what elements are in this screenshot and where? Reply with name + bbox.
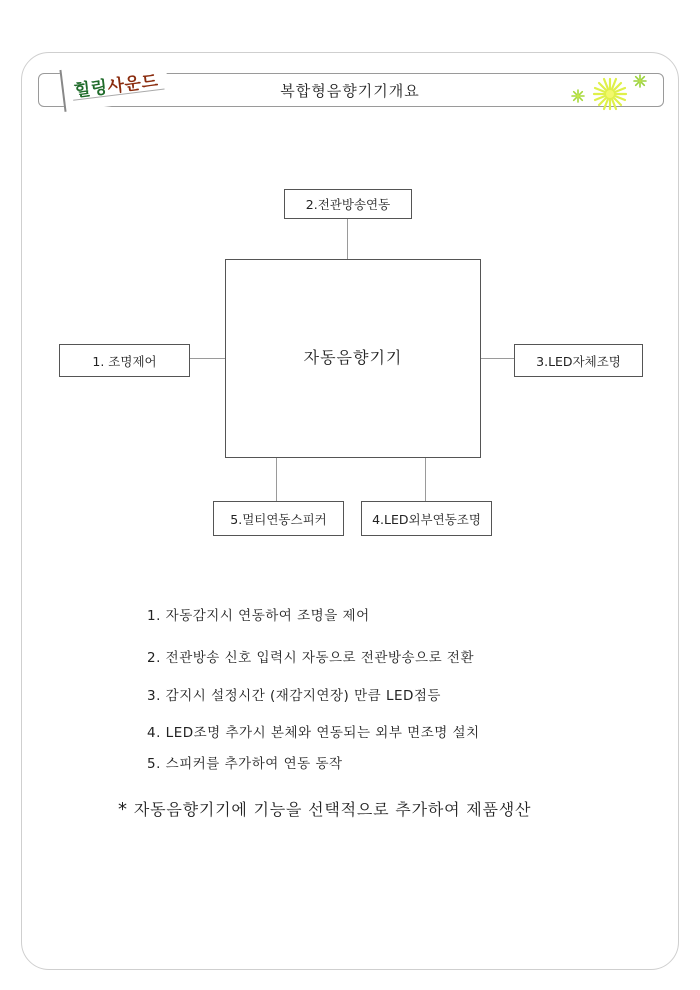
box-led-light: 3.LED자체조명 — [514, 344, 643, 377]
connector-right — [480, 358, 514, 359]
logo-text-part2: 사운드 — [106, 71, 160, 98]
summary-note — [118, 797, 531, 820]
asterisk-icon: * — [118, 799, 128, 820]
summary-note-text: 자동음향기기에 기능을 선택적으로 추가하여 제품생산 — [133, 800, 532, 819]
box-lighting-control: 1. 조명제어 — [59, 344, 190, 377]
list-item: 1. 자동감지시 연동하여 조명을 제어 — [147, 608, 370, 624]
box-multi-speaker: 5.멀티연동스피커 — [213, 501, 344, 536]
connector-top — [347, 218, 348, 259]
connector-bottom-left — [276, 457, 277, 501]
flower-decoration-icon — [564, 72, 654, 112]
list-item: 2. 전관방송 신호 입력시 자동으로 전관방송으로 전환 — [147, 650, 474, 666]
list-item: 5. 스피커를 추가하여 연동 동작 — [147, 756, 343, 772]
logo-text-part1: 힐링 — [72, 77, 109, 102]
document-title: 복합형음향기기개요 — [280, 82, 420, 100]
box-broadcast-link: 2.전관방송연동 — [284, 189, 412, 219]
connector-bottom-right — [425, 457, 426, 501]
list-item: 3. 감지시 설정시간 (재감지연장) 만큼 LED점등 — [147, 688, 441, 704]
list-item: 4. LED조명 추가시 본체와 연동되는 외부 면조명 설치 — [147, 725, 480, 741]
center-box-label: 자동음향기기 — [303, 348, 403, 367]
box-led-external: 4.LED외부연동조명 — [361, 501, 492, 536]
connector-left — [190, 358, 226, 359]
